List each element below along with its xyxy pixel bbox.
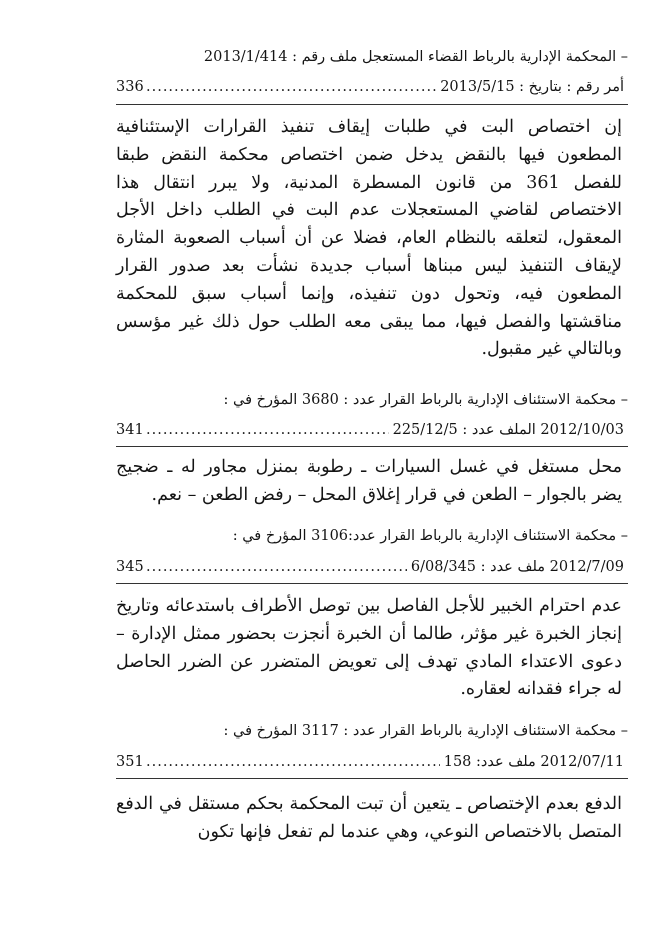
case-reference-line [116,419,624,441]
case-reference: 2012/07/11 ملف عدد: 158 [440,751,624,773]
case-header: – محكمة الاستئناف الإدارية بالرباط القرار عدد : 3680 المؤرخ في : [223,392,628,408]
page-number: 345 [116,559,144,575]
case-summary: عدم احترام الخبير للأجل الفاصل بين توصل الأطراف باستدعائه وتاريخ إنجاز الخبرة غير مؤثر، طالما أن الخبرة أنجزت بحضور ممثل الإدارة – دعوى الاعتداء المادي تهدف إلى تعويض المتضرر عن الضرر الحاصل له جراء فقدانه لعقاره. [116,596,622,700]
divider [116,778,628,779]
case-header: – محكمة الاستئناف الإدارية بالرباط القرار عدد:3106 المؤرخ في : [232,528,628,544]
page-number: 341 [116,422,144,438]
case-header: – محكمة الاستئناف الإدارية بالرباط القرار عدد : 3117 المؤرخ في : [223,723,628,739]
case-summary: إن اختصاص البت في طلبات إيقاف تنفيذ القرارات الإستئنافية المطعون فيها بالنقض يدخل ضمن اختصاص محكمة النقض طبقا للفصل 361 من قانون المسطرة المدنية، ولا يبرر انتقال هذا الاختصاص لقاضي المستعجلات عدم البت في الطلب داخل الأجل المعقول، لتعلقه بالنظام العام، فضلا عن أن أسباب الصعوبة المثارة لإيقاف التنفيذ ليس مبناها أسباب جديدة نشأت بعد صدور القرار المطعون فيه، وتحول دون تنفيذه، وإنما أسباب سبق للمحكمة مناقشتها والفصل فيها، مما يبقى معه الطلب حول ذلك غير مؤسس وبالتالي غير مقبول. [116,117,622,360]
divider [116,446,628,447]
divider [116,583,628,584]
case-reference-line [116,751,624,773]
case-summary: الدفع بعدم الإختصاص ـ يتعين أن تبت المحكمة بحكم مستقل في الدفع المتصل بالاختصاص النوعي، وهي عندما لم تفعل فإنها تكون [116,794,622,842]
case-reference-line [116,76,624,98]
case-reference: 2012/10/03 الملف عدد : 225/12/5 [389,419,624,441]
page-number: 336 [116,79,144,95]
divider [116,104,628,105]
case-reference: أمر رقم : بتاريخ : 2013/5/15 [436,76,624,98]
case-reference-line [116,556,624,578]
case-summary: محل مستغل في غسل السيارات ـ رطوبة بمنزل مجاور له ـ ضجيج يضر بالجوار – الطعن في قرار إغلاق المحل – رفض الطعن – نعم. [116,457,622,505]
case-header: – المحكمة الإدارية بالرباط القضاء المستعجل ملف رقم : 2013/1/414 [203,49,628,65]
page-number: 351 [116,754,144,770]
case-reference: 2012/7/09 ملف عدد : 6/08/345 [407,556,624,578]
